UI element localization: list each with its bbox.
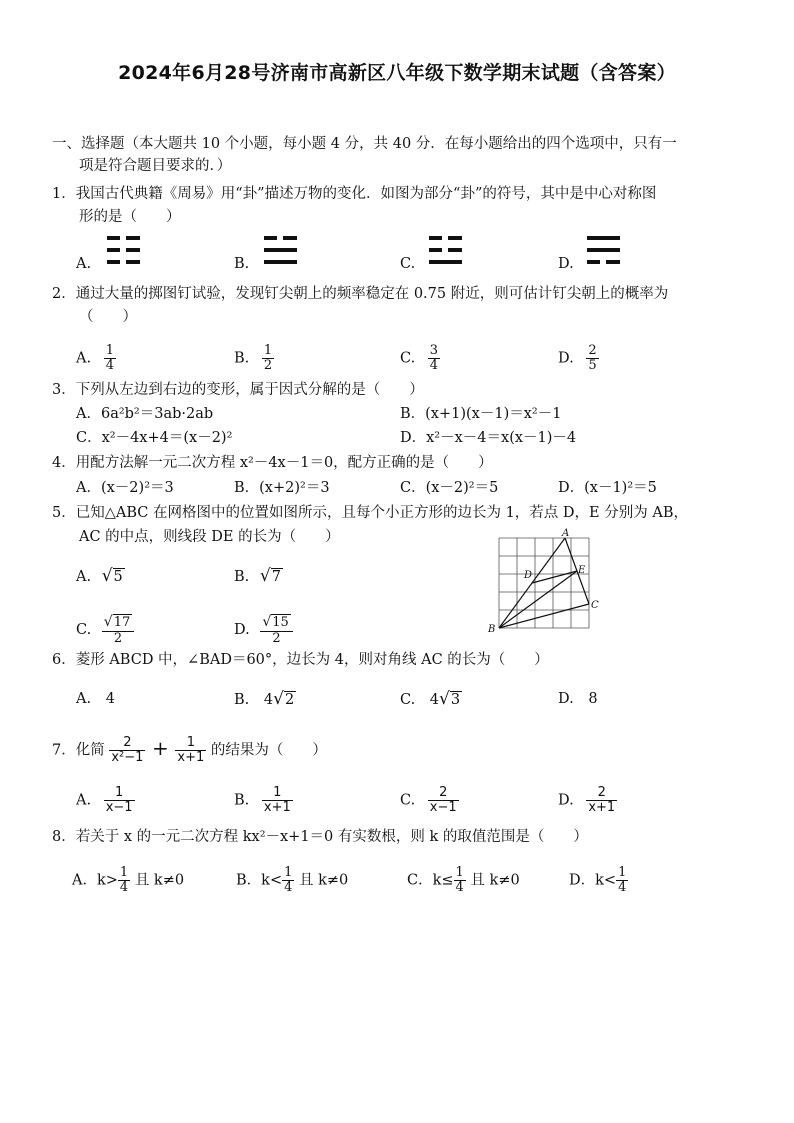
q7-option-b-label: B. [234,792,250,809]
q6-b-coef: 4 [263,692,274,708]
section-heading: 一、选择题（本大题共 10 个小题，每小题 4 分，共 40 分．在每小题给出的四个选项中，只有一 [52,136,677,152]
q4-option-b: B．(x+2)²＝3 [234,480,330,496]
q5-point-e: E [578,565,586,576]
q8-d-den: 4 [618,880,627,895]
q1-option-a-label: A. [76,256,92,272]
q7-suffix: 的结果为（ ） [210,742,327,759]
q2-option-c-label: C. [400,350,416,367]
q2-option-c [400,344,440,373]
q7-c-num: 2 [428,786,459,801]
q6-option-b: B. 4√2 [234,689,295,709]
q3-stem: 3．下列从左边到右边的变形，属于因式分解的是（ ） [52,382,424,398]
q2-option-b-label: B. [234,350,250,367]
q7-option-c-label: C. [400,792,416,809]
q7-c-den: x−1 [429,800,457,815]
q5-option-c-label: C. [76,622,92,638]
q6-option-c-label: C. [400,692,416,708]
q8-option-c [407,866,520,895]
q5-stem-cont: AC 的中点，则线段 DE 的长为（ ） [79,529,340,545]
q8-d-num: 1 [618,865,627,880]
q7-a-num: 1 [104,786,135,801]
q2-stem: 2．通过大量的掷图钉试验，发现钉尖朝上的频率稳定在 0.75 附近，则可估计钉尖朝上的概率为 [52,286,669,302]
q5-option-b-label: B. [234,569,250,585]
q7-f1-den: x²−1 [111,750,144,765]
q6-option-b-label: B. [234,692,250,708]
q1-stem: 1．我国古代典籍《周易》用“卦”描述万物的变化．如图为部分“卦”的符号，其中是中心对称图 [52,186,657,202]
q2-c-den: 4 [429,358,439,373]
q4-option-a: A．(x－2)²＝3 [76,480,174,496]
q1-option-c-trigram [428,232,464,268]
q6-stem: 6．菱形 ABCD 中，∠BAD＝60°，边长为 4，则对角线 AC 的长为（ ） [52,652,549,668]
q6-c-radicand: 3 [450,692,461,708]
q7-f2-num: 1 [175,736,206,751]
q5-option-b: B. √7 [234,566,281,586]
section-heading-cont: 项是符合题目要求的．） [79,158,232,174]
q7-option-d-label: D. [558,792,574,809]
q2-option-a-label: A. [76,350,92,367]
q6-option-a-label: A. [76,691,92,707]
q8-option-b [236,866,348,895]
q1-stem-cont: 形的是（ ） [79,209,181,225]
q1-option-d-label: D. [558,256,574,272]
q2-d-den: 5 [588,358,597,373]
q5-a-radicand: 5 [113,569,123,585]
q6-c-coef: 4 [429,692,440,708]
q5-option-a-label: A. [76,569,92,585]
q7-option-b [234,786,293,815]
q7-stem [52,736,327,765]
q8-b-den: 4 [284,880,293,895]
q8-a-tail: 且 k≠0 [134,872,185,889]
q5-option-d-label: D. [234,622,250,638]
q6-option-d [558,689,598,709]
q2-b-num: 1 [263,343,273,358]
q8-option-a [72,866,184,895]
q8-c-tail: 且 k≠0 [470,872,520,889]
q2-option-a [76,344,116,373]
q8-b-prefix: B．k< [236,872,283,889]
q5-point-d: D [524,570,533,581]
q3-option-c: C．x²－4x+4＝(x－2)² [76,430,233,446]
q8-c-num: 1 [455,865,464,880]
q7-option-d [558,786,617,815]
q5-option-d: D. $\frac{√15}{2}$ [234,614,293,646]
q4-stem: 4．用配方法解一元二次方程 x²－4x－1＝0，配方正确的是（ ） [52,455,493,471]
q5-point-b: B [488,624,496,635]
q5-d-den: 2 [272,631,281,646]
q8-c-den: 4 [455,880,464,895]
q2-a-num: 1 [105,343,114,358]
q7-option-a-label: A. [76,792,92,809]
q8-d-prefix: D．k< [569,872,617,889]
q8-stem: 8．若关于 x 的一元二次方程 kx²－x+1＝0 有实数根，则 k 的取值范围是（ ） [52,829,588,845]
q5-side-bc [499,604,589,628]
q2-option-b [234,344,274,373]
q2-b-den: 2 [263,358,273,373]
q5-c-den: 2 [113,631,123,646]
q1-option-b-label: B. [234,256,250,272]
q3-option-b: B．(x+1)(x－1)＝x²－1 [400,406,562,422]
q5-b-radicand: 7 [271,569,281,585]
q7-b-den: x+1 [263,800,291,815]
q2-d-num: 2 [588,343,597,358]
q1-option-a-trigram [106,232,142,268]
q8-b-num: 1 [284,865,293,880]
q5-stem: 5．已知△ABC 在网格图中的位置如图所示，且每个小正方形的边长为 1，若点 D，E 分别为 AB， [52,505,688,521]
q2-a-den: 4 [105,358,114,373]
q7-d-num: 2 [586,786,617,801]
q2-c-num: 3 [429,343,439,358]
q3-option-d: D．x²－x－4＝x(x－1)－4 [400,430,577,446]
q7-option-a [76,786,135,815]
q5-d-radicand: 15 [272,615,289,630]
q8-a-den: 4 [119,880,129,895]
q3-option-a: A．6a²b²＝3ab·2ab [76,406,214,422]
q7-d-den: x+1 [588,800,616,815]
q5-option-a: A. √5 [76,566,123,586]
q4-option-d: D．(x－1)²＝5 [558,480,657,496]
q8-option-d [569,866,628,895]
page-title: 2024年6月28号济南市高新区八年级下数学期末试题（含答案） [118,62,676,84]
q5-point-a: A [562,528,570,539]
q7-a-den: x−1 [105,800,133,815]
q8-a-prefix: A．k> [72,872,118,889]
q2-option-d-label: D. [558,350,574,367]
q5-grid-figure [484,528,604,638]
q6-option-a [76,689,115,709]
q6-b-radicand: 2 [284,692,295,708]
q7-plus: + [152,735,169,760]
q8-b-tail: 且 k≠0 [298,872,349,889]
q8-c-prefix: C．k≤ [407,872,454,889]
q6-d-value: 8 [588,691,598,707]
q5-option-c: C. $\frac{√17}{2}$ [76,614,134,646]
q7-option-c [400,786,459,815]
q5-c-radicand: 17 [113,615,131,630]
q6-a-value: 4 [105,691,115,707]
q7-f2-den: x+1 [177,750,205,765]
q6-option-c: C. 4√3 [400,689,461,709]
q1-option-d-trigram [586,232,622,268]
q5-segment-be [499,571,577,628]
q8-a-num: 1 [119,865,129,880]
q7-b-num: 1 [262,786,293,801]
q7-f1-num: 2 [109,736,145,751]
q4-option-c: C．(x－2)²＝5 [400,480,499,496]
q5-point-c: C [591,600,599,611]
q1-option-b-trigram [263,232,299,268]
q2-option-d [558,344,599,373]
q6-option-d-label: D. [558,691,574,707]
q1-option-c-label: C. [400,256,416,272]
q2-stem-cont: （ ） [79,309,137,325]
q7-prefix: 7．化简 [52,742,105,759]
